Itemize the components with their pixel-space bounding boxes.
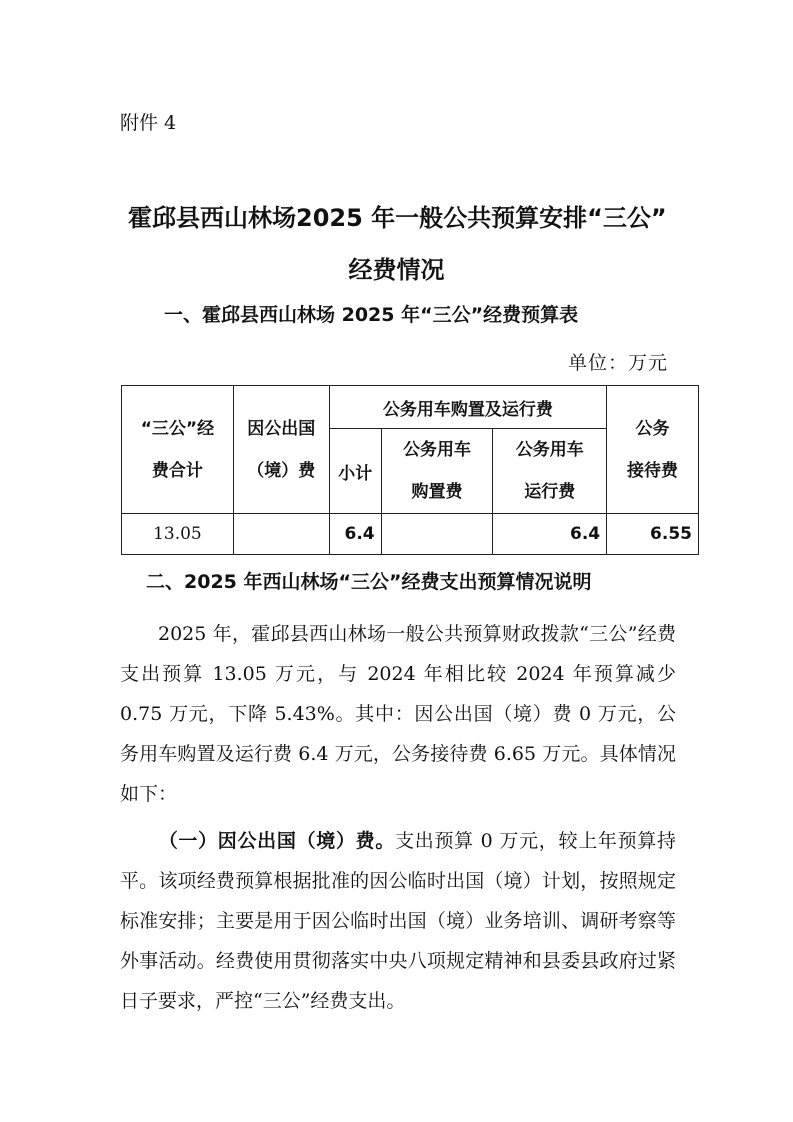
paragraph-overview [120, 614, 676, 814]
cell-abroad [233, 514, 329, 555]
paragraph-abroad-expense [120, 821, 676, 1021]
paragraph-abroad-body: 支出预算 0 万元，较上年预算持平。该项经费预算根据批准的因公临时出国（境）计划，按照规定标准安排；主要是用于因公临时出国（境）业务培训、调研考察等外事活动。经费使用贯彻落实中央八项规定精神和县委县政府过紧日子要求，严控“三公”经费支出。 [120, 830, 676, 1012]
header-reception [607, 386, 699, 514]
paragraph-overview-text: 2025 年，霍邱县西山林场一般公共预算财政拨款“三公”经费支出预算 13.05 万元，与 2024 年相比较 2024 年预算减少 0.75 万元，下降 5.43%。其中：因公出国（境）费 0 万元，公务用车购置及运行费 6.4 万元，公务接待费 6.65 万元。具体情况如下： [120, 623, 676, 805]
header-total-line-2: 费合计 [151, 460, 203, 481]
header-operation-line-1: 公务用车 [515, 440, 584, 460]
cell-subtotal: 6.4 [329, 514, 381, 555]
header-total-line-1: “三公”经 [140, 418, 215, 439]
document-title-line-2: 经费情况 [348, 256, 445, 284]
header-abroad-line-1: 因公出国 [247, 418, 316, 439]
paragraph-abroad-lead: （一）因公出国（境）费。 [158, 830, 396, 852]
header-operation [493, 429, 607, 514]
header-reception-line-2: 接待费 [627, 460, 679, 481]
header-operation-line-2: 运行费 [524, 482, 576, 502]
header-total [122, 386, 234, 514]
header-abroad-line-2: （境）费 [247, 460, 316, 481]
budget-table [121, 385, 699, 555]
unit-label: 单位：万元 [568, 352, 669, 374]
section-1-heading: 一、霍邱县西山林场 2025 年“三公”经费预算表 [164, 304, 579, 326]
header-purchase-line-1: 公务用车 [402, 440, 471, 460]
header-purchase-line-2: 购置费 [411, 482, 463, 502]
cell-total: 13.05 [122, 514, 234, 555]
cell-operation: 6.4 [493, 514, 607, 555]
attachment-label: 附件 4 [120, 112, 177, 134]
header-abroad [233, 386, 329, 514]
table-row [122, 514, 699, 555]
header-subtotal: 小计 [329, 429, 381, 514]
document-title-line-1: 霍邱县西山林场2025 年一般公共预算安排“三公” [128, 204, 667, 232]
section-2-heading: 二、2025 年西山林场“三公”经费支出预算情况说明 [146, 571, 592, 593]
cell-reception: 6.55 [607, 514, 699, 555]
cell-purchase [381, 514, 493, 555]
header-purchase [381, 429, 493, 514]
header-reception-line-1: 公务 [635, 418, 670, 439]
header-vehicle-group: 公务用车购置及运行费 [329, 386, 606, 429]
